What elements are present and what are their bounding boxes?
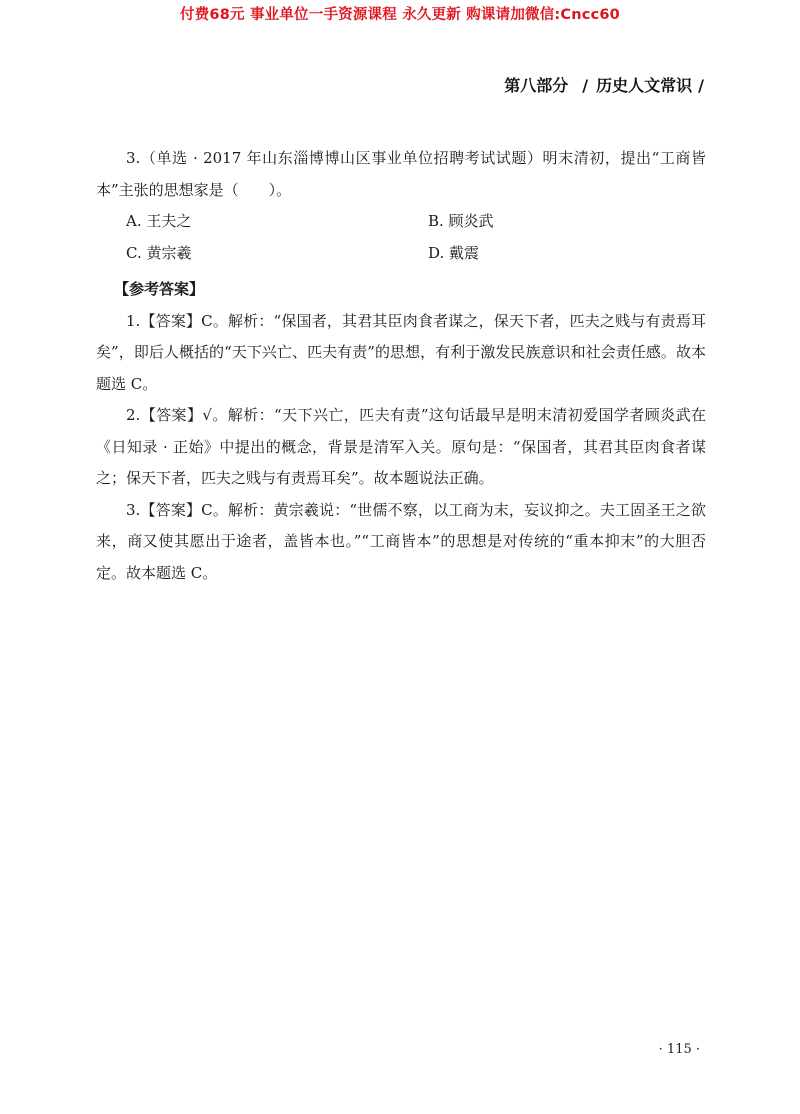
option-a: A. 王夫之 [126, 212, 192, 230]
chapter-header [504, 73, 704, 96]
header-section: 历史人文常识 [596, 76, 693, 95]
option-d: D. 戴震 [428, 244, 480, 262]
header-separator-end: / [698, 76, 704, 95]
option-b: B. 顾炎武 [428, 212, 494, 230]
header-part: 第八部分 [504, 76, 569, 95]
question-options [96, 206, 706, 272]
reference-answers-title: 【参考答案】 [114, 280, 205, 298]
page-number: · 115 · [658, 1042, 700, 1057]
header-separator: / [582, 76, 589, 95]
page-content [96, 143, 706, 589]
option-c: C. 黄宗羲 [126, 244, 192, 262]
question-stem: 3.（单选 · 2017 年山东淄博博山区事业单位招聘考试试题）明末清初，提出“工商皆本”主张的思想家是（ ）。 [96, 149, 706, 199]
watermark-banner: 付费68元 事业单位一手资源课程 永久更新 购课请加微信:Cncc60 [180, 7, 620, 23]
answer-1: 1.【答案】C。解析：“保国者，其君其臣肉食者谋之，保天下者，匹夫之贱与有责焉耳矣”，即后人概括的“天下兴亡、匹夫有责”的思想，有利于激发民族意识和社会责任感。故本题选 C。 [96, 311, 706, 393]
answer-2: 2.【答案】√。解析：“天下兴亡，匹夫有责”这句话最早是明末清初爱国学者顾炎武在《日知录 · 正始》中提出的概念，背景是清军入关。原句是：“保国者，其君其臣肉食者谋之；保天下者，匹夫之贱与有责焉耳矣”。故本题说法正确。 [96, 406, 706, 487]
answer-3: 3.【答案】C。解析：黄宗羲说：“世儒不察，以工商为末，妄议抑之。夫工固圣王之欲来，商又使其愿出于途者，盖皆本也。”“工商皆本”的思想是对传统的“重本抑末”的大胆否定。故本题选 C。 [96, 500, 706, 582]
